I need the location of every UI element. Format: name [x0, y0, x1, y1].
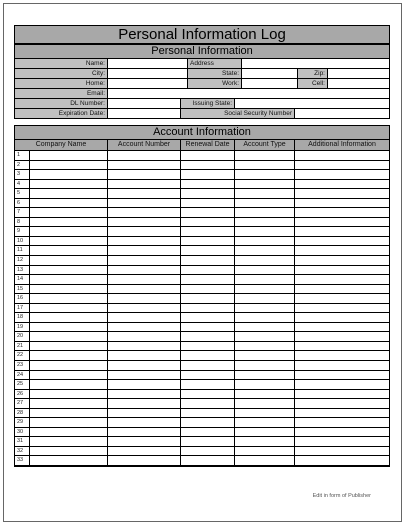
row-number: 23	[15, 361, 30, 370]
account-type-cell[interactable]	[235, 246, 295, 255]
renewal-date-cell[interactable]	[181, 371, 235, 380]
additional-info-cell[interactable]	[295, 447, 389, 456]
account-type-cell[interactable]	[235, 428, 295, 437]
account-number-cell[interactable]	[108, 428, 181, 437]
account-type-cell[interactable]	[235, 304, 295, 313]
table-row	[15, 456, 389, 466]
row-number: 1	[15, 151, 30, 160]
table-row	[15, 399, 389, 409]
table-row	[15, 227, 389, 237]
company-name-cell[interactable]	[30, 294, 108, 303]
account-type-cell[interactable]	[235, 237, 295, 246]
additional-info-cell[interactable]	[295, 418, 389, 427]
account-type-cell[interactable]	[235, 170, 295, 179]
renewal-date-cell[interactable]	[181, 418, 235, 427]
account-number-cell[interactable]	[108, 380, 181, 389]
table-row	[15, 208, 389, 218]
account-type-cell[interactable]	[235, 332, 295, 341]
company-name-cell[interactable]	[30, 313, 108, 322]
table-row	[15, 256, 389, 266]
company-name-cell[interactable]	[30, 380, 108, 389]
zip-field[interactable]	[328, 69, 389, 78]
account-number-cell[interactable]	[108, 218, 181, 227]
company-name-cell[interactable]	[30, 409, 108, 418]
row-number: 29	[15, 418, 30, 427]
row-number: 18	[15, 313, 30, 322]
row-number: 22	[15, 351, 30, 360]
account-number-cell[interactable]	[108, 170, 181, 179]
company-name-cell[interactable]	[30, 180, 108, 189]
company-name-cell[interactable]	[30, 189, 108, 198]
expiration-date-field[interactable]	[108, 109, 181, 118]
renewal-date-cell[interactable]	[181, 256, 235, 265]
additional-info-cell[interactable]	[295, 428, 389, 437]
company-name-cell[interactable]	[30, 218, 108, 227]
additional-info-cell[interactable]	[295, 332, 389, 341]
company-name-cell[interactable]	[30, 227, 108, 236]
company-name-cell[interactable]	[30, 447, 108, 456]
account-number-cell[interactable]	[108, 361, 181, 370]
column-header-account-type: Account Type	[235, 140, 295, 150]
account-number-cell[interactable]	[108, 208, 181, 217]
email-row	[14, 89, 390, 99]
table-row	[15, 342, 389, 352]
row-number: 9	[15, 227, 30, 236]
renewal-date-cell[interactable]	[181, 246, 235, 255]
expiration-ssn-row	[14, 109, 390, 119]
company-name-cell[interactable]	[30, 199, 108, 208]
account-number-cell[interactable]	[108, 342, 181, 351]
account-number-cell[interactable]	[108, 332, 181, 341]
additional-info-cell[interactable]	[295, 342, 389, 351]
account-number-cell[interactable]	[108, 399, 181, 408]
additional-info-cell[interactable]	[295, 218, 389, 227]
additional-info-cell[interactable]	[295, 380, 389, 389]
ssn-label: Social Security Number	[181, 109, 295, 118]
row-number: 21	[15, 342, 30, 351]
account-type-cell[interactable]	[235, 437, 295, 446]
account-table-header	[14, 140, 390, 151]
state-label: State:	[188, 69, 242, 78]
renewal-date-cell[interactable]	[181, 161, 235, 170]
name-address-row	[14, 59, 390, 69]
additional-info-cell[interactable]	[295, 170, 389, 179]
account-number-cell[interactable]	[108, 151, 181, 160]
additional-info-cell[interactable]	[295, 371, 389, 380]
row-number: 28	[15, 409, 30, 418]
company-name-cell[interactable]	[30, 170, 108, 179]
renewal-date-cell[interactable]	[181, 199, 235, 208]
additional-info-cell[interactable]	[295, 409, 389, 418]
additional-info-cell[interactable]	[295, 256, 389, 265]
company-name-cell[interactable]	[30, 399, 108, 408]
company-name-cell[interactable]	[30, 256, 108, 265]
home-phone-field[interactable]	[108, 79, 188, 88]
additional-info-cell[interactable]	[295, 161, 389, 170]
table-row	[15, 313, 389, 323]
additional-info-cell[interactable]	[295, 208, 389, 217]
additional-info-cell[interactable]	[295, 237, 389, 246]
table-row	[15, 418, 389, 428]
account-type-cell[interactable]	[235, 180, 295, 189]
account-type-cell[interactable]	[235, 285, 295, 294]
additional-info-cell[interactable]	[295, 266, 389, 275]
account-number-cell[interactable]	[108, 409, 181, 418]
company-name-cell[interactable]	[30, 418, 108, 427]
additional-info-cell[interactable]	[295, 304, 389, 313]
account-number-cell[interactable]	[108, 323, 181, 332]
account-type-cell[interactable]	[235, 151, 295, 160]
table-row	[15, 437, 389, 447]
account-number-cell[interactable]	[108, 227, 181, 236]
account-type-cell[interactable]	[235, 371, 295, 380]
renewal-date-cell[interactable]	[181, 351, 235, 360]
personal-section-header: Personal Information	[14, 44, 390, 59]
account-number-cell[interactable]	[108, 447, 181, 456]
row-number: 7	[15, 208, 30, 217]
account-number-cell[interactable]	[108, 390, 181, 399]
account-type-cell[interactable]	[235, 447, 295, 456]
renewal-date-cell[interactable]	[181, 208, 235, 217]
table-row	[15, 266, 389, 276]
table-row	[15, 199, 389, 209]
row-number: 33	[15, 456, 30, 465]
table-row	[15, 390, 389, 400]
row-number: 4	[15, 180, 30, 189]
row-number: 32	[15, 447, 30, 456]
company-name-cell[interactable]	[30, 237, 108, 246]
account-section-header: Account Information	[14, 125, 390, 140]
renewal-date-cell[interactable]	[181, 342, 235, 351]
additional-info-cell[interactable]	[295, 361, 389, 370]
work-phone-field[interactable]	[242, 79, 298, 88]
renewal-date-cell[interactable]	[181, 332, 235, 341]
zip-label: Zip:	[298, 69, 328, 78]
row-number: 12	[15, 256, 30, 265]
row-number: 31	[15, 437, 30, 446]
table-row	[15, 170, 389, 180]
additional-info-cell[interactable]	[295, 294, 389, 303]
renewal-date-cell[interactable]	[181, 266, 235, 275]
account-number-cell[interactable]	[108, 371, 181, 380]
company-name-cell[interactable]	[30, 361, 108, 370]
account-type-cell[interactable]	[235, 218, 295, 227]
company-name-cell[interactable]	[30, 456, 108, 465]
account-type-cell[interactable]	[235, 313, 295, 322]
row-number: 16	[15, 294, 30, 303]
table-row	[15, 237, 389, 247]
renewal-date-cell[interactable]	[181, 456, 235, 465]
account-number-cell[interactable]	[108, 437, 181, 446]
company-name-cell[interactable]	[30, 208, 108, 217]
account-type-cell[interactable]	[235, 380, 295, 389]
company-name-cell[interactable]	[30, 428, 108, 437]
account-type-cell[interactable]	[235, 275, 295, 284]
additional-info-cell[interactable]	[295, 456, 389, 465]
additional-info-cell[interactable]	[295, 323, 389, 332]
footer-note: Edit in form of Publisher	[312, 493, 371, 499]
row-number: 10	[15, 237, 30, 246]
account-type-cell[interactable]	[235, 409, 295, 418]
ssn-field[interactable]	[295, 109, 389, 118]
table-row	[15, 380, 389, 390]
table-row	[15, 447, 389, 457]
company-name-cell[interactable]	[30, 390, 108, 399]
company-name-cell[interactable]	[30, 161, 108, 170]
row-number: 20	[15, 332, 30, 341]
company-name-cell[interactable]	[30, 323, 108, 332]
account-number-cell[interactable]	[108, 246, 181, 255]
additional-info-cell[interactable]	[295, 437, 389, 446]
additional-info-cell[interactable]	[295, 351, 389, 360]
company-name-cell[interactable]	[30, 371, 108, 380]
renewal-date-cell[interactable]	[181, 323, 235, 332]
table-row	[15, 285, 389, 295]
company-name-cell[interactable]	[30, 332, 108, 341]
renewal-date-cell[interactable]	[181, 447, 235, 456]
company-name-cell[interactable]	[30, 246, 108, 255]
row-number: 13	[15, 266, 30, 275]
renewal-date-cell[interactable]	[181, 380, 235, 389]
renewal-date-cell[interactable]	[181, 151, 235, 160]
renewal-date-cell[interactable]	[181, 237, 235, 246]
additional-info-cell[interactable]	[295, 399, 389, 408]
table-row	[15, 332, 389, 342]
account-number-cell[interactable]	[108, 256, 181, 265]
account-type-cell[interactable]	[235, 161, 295, 170]
column-header-renewal-date: Renewal Date	[181, 140, 235, 150]
table-row	[15, 428, 389, 438]
account-type-cell[interactable]	[235, 266, 295, 275]
row-number: 26	[15, 390, 30, 399]
row-number: 15	[15, 285, 30, 294]
phone-row	[14, 79, 390, 89]
account-number-cell[interactable]	[108, 294, 181, 303]
company-name-cell[interactable]	[30, 304, 108, 313]
page-title: Personal Information Log	[14, 25, 390, 44]
account-type-cell[interactable]	[235, 256, 295, 265]
account-type-cell[interactable]	[235, 323, 295, 332]
account-number-cell[interactable]	[108, 266, 181, 275]
email-field[interactable]	[108, 89, 389, 98]
renewal-date-cell[interactable]	[181, 180, 235, 189]
renewal-date-cell[interactable]	[181, 437, 235, 446]
table-row	[15, 246, 389, 256]
company-name-cell[interactable]	[30, 151, 108, 160]
account-number-cell[interactable]	[108, 351, 181, 360]
renewal-date-cell[interactable]	[181, 399, 235, 408]
cell-label: Cell:	[298, 79, 328, 88]
city-state-zip-row	[14, 69, 390, 79]
expiration-date-label: Expiration Date:	[15, 109, 108, 118]
state-field[interactable]	[242, 69, 298, 78]
renewal-date-cell[interactable]	[181, 428, 235, 437]
renewal-date-cell[interactable]	[181, 218, 235, 227]
account-type-cell[interactable]	[235, 199, 295, 208]
account-number-cell[interactable]	[108, 275, 181, 284]
table-row	[15, 180, 389, 190]
row-number: 24	[15, 371, 30, 380]
renewal-date-cell[interactable]	[181, 294, 235, 303]
row-number: 8	[15, 218, 30, 227]
address-label: Address	[188, 59, 242, 68]
additional-info-cell[interactable]	[295, 199, 389, 208]
home-label: Home:	[15, 79, 108, 88]
name-label: Name:	[15, 59, 108, 68]
account-number-cell[interactable]	[108, 456, 181, 465]
row-number: 17	[15, 304, 30, 313]
table-row	[15, 218, 389, 228]
table-row	[15, 409, 389, 419]
row-number: 30	[15, 428, 30, 437]
table-row	[15, 351, 389, 361]
issuing-state-label: Issuing State:	[181, 99, 235, 108]
table-row	[15, 275, 389, 285]
additional-info-cell[interactable]	[295, 390, 389, 399]
renewal-date-cell[interactable]	[181, 189, 235, 198]
additional-info-cell[interactable]	[295, 189, 389, 198]
renewal-date-cell[interactable]	[181, 313, 235, 322]
additional-info-cell[interactable]	[295, 227, 389, 236]
row-number: 3	[15, 170, 30, 179]
issuing-state-field[interactable]	[235, 99, 389, 108]
city-label: City:	[15, 69, 108, 78]
additional-info-cell[interactable]	[295, 151, 389, 160]
column-header-company: Company Name	[15, 140, 108, 150]
table-row	[15, 323, 389, 333]
cell-phone-field[interactable]	[328, 79, 389, 88]
row-number: 14	[15, 275, 30, 284]
row-number: 2	[15, 161, 30, 170]
row-number: 6	[15, 199, 30, 208]
account-number-cell[interactable]	[108, 285, 181, 294]
table-row	[15, 294, 389, 304]
table-row	[15, 371, 389, 381]
renewal-date-cell[interactable]	[181, 227, 235, 236]
renewal-date-cell[interactable]	[181, 361, 235, 370]
account-number-cell[interactable]	[108, 313, 181, 322]
company-name-cell[interactable]	[30, 342, 108, 351]
account-number-cell[interactable]	[108, 199, 181, 208]
work-label: Work:	[188, 79, 242, 88]
account-type-cell[interactable]	[235, 351, 295, 360]
city-field[interactable]	[108, 69, 188, 78]
row-number: 5	[15, 189, 30, 198]
renewal-date-cell[interactable]	[181, 409, 235, 418]
column-header-account-number: Account Number	[108, 140, 181, 150]
column-header-additional-info: Additional Information	[308, 141, 376, 148]
renewal-date-cell[interactable]	[181, 304, 235, 313]
name-field[interactable]	[108, 59, 188, 68]
renewal-date-cell[interactable]	[181, 285, 235, 294]
account-number-cell[interactable]	[108, 189, 181, 198]
dl-number-field[interactable]	[108, 99, 181, 108]
renewal-date-cell[interactable]	[181, 170, 235, 179]
row-number: 19	[15, 323, 30, 332]
account-number-cell[interactable]	[108, 304, 181, 313]
account-type-cell[interactable]	[235, 361, 295, 370]
account-type-cell[interactable]	[235, 342, 295, 351]
account-number-cell[interactable]	[108, 237, 181, 246]
additional-info-cell[interactable]	[295, 285, 389, 294]
additional-info-cell[interactable]	[295, 246, 389, 255]
account-type-cell[interactable]	[235, 227, 295, 236]
account-table	[14, 151, 390, 467]
company-name-cell[interactable]	[30, 275, 108, 284]
account-type-cell[interactable]	[235, 418, 295, 427]
table-row	[15, 304, 389, 314]
company-name-cell[interactable]	[30, 437, 108, 446]
account-type-cell[interactable]	[235, 399, 295, 408]
row-number: 25	[15, 380, 30, 389]
table-row	[15, 189, 389, 199]
account-type-cell[interactable]	[235, 456, 295, 465]
row-number: 11	[15, 246, 30, 255]
company-name-cell[interactable]	[30, 351, 108, 360]
table-row	[15, 151, 389, 161]
account-number-cell[interactable]	[108, 161, 181, 170]
renewal-date-cell[interactable]	[181, 390, 235, 399]
table-row	[15, 361, 389, 371]
account-type-cell[interactable]	[235, 189, 295, 198]
dl-number-label: DL Number:	[15, 99, 108, 108]
account-number-cell[interactable]	[108, 180, 181, 189]
account-number-cell[interactable]	[108, 418, 181, 427]
additional-info-cell[interactable]	[295, 180, 389, 189]
email-label: Email:	[15, 89, 108, 98]
additional-info-cell[interactable]	[295, 313, 389, 322]
account-type-cell[interactable]	[235, 208, 295, 217]
additional-info-cell[interactable]	[295, 275, 389, 284]
table-row	[15, 161, 389, 171]
address-field[interactable]	[242, 59, 389, 68]
account-type-cell[interactable]	[235, 294, 295, 303]
row-number: 27	[15, 399, 30, 408]
company-name-cell[interactable]	[30, 266, 108, 275]
dl-row	[14, 99, 390, 109]
account-type-cell[interactable]	[235, 390, 295, 399]
renewal-date-cell[interactable]	[181, 275, 235, 284]
company-name-cell[interactable]	[30, 285, 108, 294]
